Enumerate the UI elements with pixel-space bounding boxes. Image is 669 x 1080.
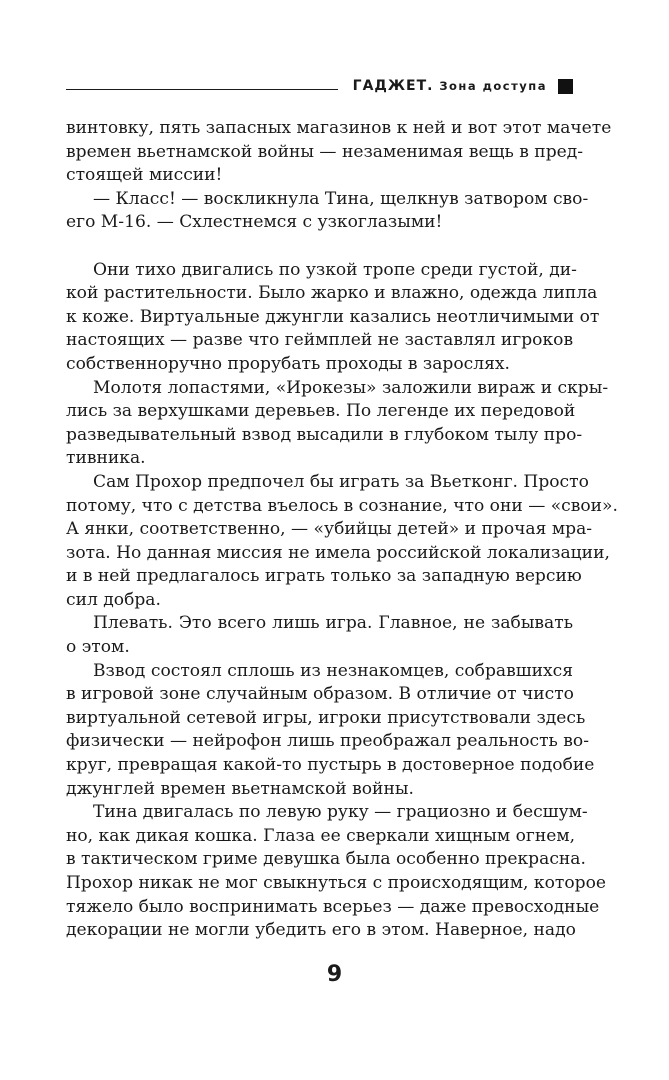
text-line: собственноручно прорубать проходы в зарослях. xyxy=(66,353,510,374)
page-number: 9 xyxy=(326,962,343,987)
text-line: потому, что с детства въелось в сознание, что они — «свои». xyxy=(66,495,618,516)
text-line: тивника. xyxy=(66,448,146,469)
text-line: Молотя лопастями, «Ирокезы» заложили вираж и скры- xyxy=(93,377,609,398)
text-line: к коже. Виртуальные джунгли казались неотличимыми от xyxy=(66,306,600,327)
text-line: разведывательный взвод высадили в глубоком тылу про- xyxy=(66,424,583,445)
text-line: зота. Но данная миссия не имела российской локализации, xyxy=(66,542,610,563)
text-line: и в ней предлагалось играть только за западную версию xyxy=(66,566,582,587)
text-line: в игровой зоне случайным образом. В отличие от чисто xyxy=(66,684,574,705)
text-line: Взвод состоял сплошь из незнакомцев, собравшихся xyxy=(93,660,573,681)
text-line: виртуальной сетевой игры, игроки присутствовали здесь xyxy=(66,707,586,728)
text-line: круг, превращая какой-то пустырь в достоверное подобие xyxy=(66,755,595,776)
text-line: джунглей времен вьетнамской войны. xyxy=(66,778,414,799)
text-line: Они тихо двигались по узкой тропе среди густой, ди- xyxy=(93,259,577,280)
header-square-mark xyxy=(558,79,573,94)
text-line: Сам Прохор предпочел бы играть за Вьетконг. Просто xyxy=(93,471,589,492)
paragraph-gap xyxy=(66,235,573,259)
text-line: физически — нейрофон лишь преображал реальность во- xyxy=(66,731,589,752)
text-line: — Класс! — воскликнула Тина, щелкнув затвором сво- xyxy=(93,188,589,209)
text-line: о этом. xyxy=(66,637,130,658)
text-line: Тина двигалась по левую руку — грациозно и бесшум- xyxy=(93,802,588,823)
text-line: стоящей миссии! xyxy=(66,165,223,186)
text-line: настоящих — разве что геймплей не заставлял игроков xyxy=(66,330,574,351)
text-line: времен вьетнамской войны — незаменимая вещь в пред- xyxy=(66,141,584,162)
text-line: Прохор никак не мог свыкнуться с происходящим, которое xyxy=(66,873,606,893)
text-line: сил добра. xyxy=(66,589,161,610)
text-line: лись за верхушками деревьев. По легенде их передовой xyxy=(66,401,576,422)
body-text xyxy=(66,117,618,943)
text-line: А янки, соответственно, — «убийцы детей» и прочая мра- xyxy=(66,519,593,540)
running-header xyxy=(66,74,573,100)
header-title-sub: Зона доступа xyxy=(439,79,547,93)
header-title xyxy=(353,78,547,94)
header-title-main: ГАДЖЕТ. xyxy=(352,78,434,94)
text-line: в тактическом гриме девушка была особенно прекрасна. xyxy=(66,849,586,870)
text-line: его М-16. — Схлестнемся с узкоглазыми! xyxy=(66,212,443,233)
text-line: Плевать. Это всего лишь игра. Главное, не забывать xyxy=(93,613,573,634)
text-line: но, как дикая кошка. Глаза ее сверкали хищным огнем, xyxy=(66,825,576,846)
text-line: кой растительности. Было жарко и влажно, одежда липла xyxy=(66,283,598,304)
text-line: тяжело было воспринимать всерьез — даже превосходные xyxy=(66,896,600,917)
header-rule xyxy=(66,89,338,90)
text-line: винтовку, пять запасных магазинов к ней и вот этот мачете xyxy=(66,118,612,138)
text-line: декорации не могли убедить его в этом. Наверное, надо xyxy=(66,920,576,941)
